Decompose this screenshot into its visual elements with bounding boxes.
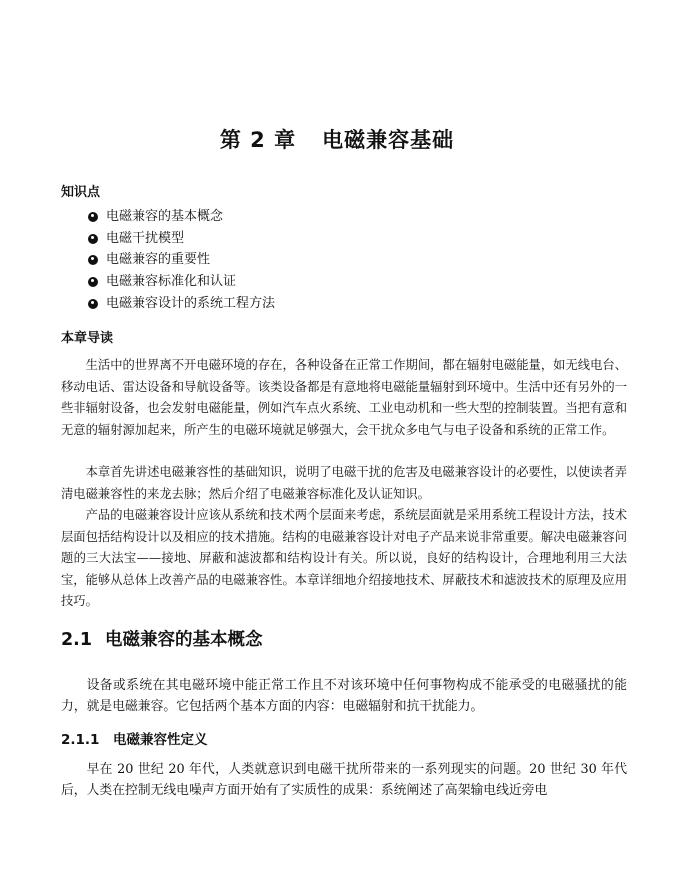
subsection-number: 2.1.1 (61, 732, 100, 748)
list-item (88, 249, 275, 271)
list-item (88, 293, 275, 315)
guide-paragraph-3: 产品的电磁兼容设计应该从系统和技术两个层面来考虑，系统层面就是采用系统工程设计方法，技术层面包括结构设计以及相应的技术措施。结构的电磁兼容设计对电子产品来说非常重要。解决电磁兼容问题的三大法宝——接地、屏蔽和滤波都和结构设计有关。所以说，良好的结构设计，合理地利用三大法宝，能够从总体上改善产品的电磁兼容性。本章详细地介绍接地技术、屏蔽技术和滤波技术的原理及应用技巧。 (61, 508, 627, 609)
section-number: 2.1 (61, 630, 93, 650)
section-heading (61, 626, 263, 651)
guide-paragraph-2: 本章首先讲述电磁兼容性的基础知识，说明了电磁干扰的危害及电磁兼容设计的必要性，以使读者弄清电磁兼容性的来龙去脉；然后介绍了电磁兼容标准化及认证知识。 (61, 465, 627, 501)
knowledge-heading: 知识点 (61, 185, 101, 200)
section-paragraph: 设备或系统在其电磁环境中能正常工作且不对该环境中任何事物构成不能承受的电磁骚扰的能力，就是电磁兼容。它包括两个基本方面的内容：电磁辐射和抗干扰能力。 (61, 678, 627, 714)
list-item-label: 电磁兼容的重要性 (106, 252, 211, 268)
chapter-title (0, 124, 674, 154)
list-item-label: 电磁兼容的基本概念 (106, 209, 224, 224)
chapter-label: 第 2 章 (219, 128, 297, 152)
list-item-label: 电磁干扰模型 (106, 230, 185, 246)
bullet-icon (88, 234, 98, 244)
guide-paragraph-1: 生活中的世界离不开电磁环境的存在，各种设备在正常工作期间，都在辐射电磁能量，如无线电台、移动电话、雷达设备和导航设备等。该类设备都是有意地将电磁能量辐射到环境中。生活中还有另外的一些非辐射设备，也会发射电磁能量，例如汽车点火系统、工业电动机和一些大型的控制装置。当把有意和无意的辐射源加起来，所产生的电磁环境就足够强大，会干扰众多电气与电子设备和系统的正常工作。 (61, 358, 627, 437)
subsection-title: 电磁兼容性定义 (113, 732, 208, 748)
bullet-icon (88, 277, 98, 287)
subsection-heading (61, 728, 208, 748)
bullet-icon (88, 212, 98, 222)
chapter-name: 电磁兼容基础 (322, 128, 455, 152)
section-title: 电磁兼容的基本概念 (105, 630, 263, 650)
list-item (88, 206, 275, 228)
bullet-icon (88, 255, 98, 265)
guide-heading: 本章导读 (61, 331, 114, 346)
list-item (88, 228, 275, 250)
list-item-label: 电磁兼容标准化和认证 (106, 274, 237, 290)
subsection-paragraph: 早在 20 世纪 20 年代，人类就意识到电磁干扰所带来的一系列现实的问题。20 世纪 30 年代后，人类在控制无线电噪声方面开始有了实质性的成果：系统阐述了高架输电线近旁电 (61, 762, 627, 798)
list-item (88, 271, 275, 293)
list-item-label: 电磁兼容设计的系统工程方法 (106, 295, 276, 311)
bullet-icon (88, 299, 98, 309)
knowledge-list (88, 206, 275, 314)
